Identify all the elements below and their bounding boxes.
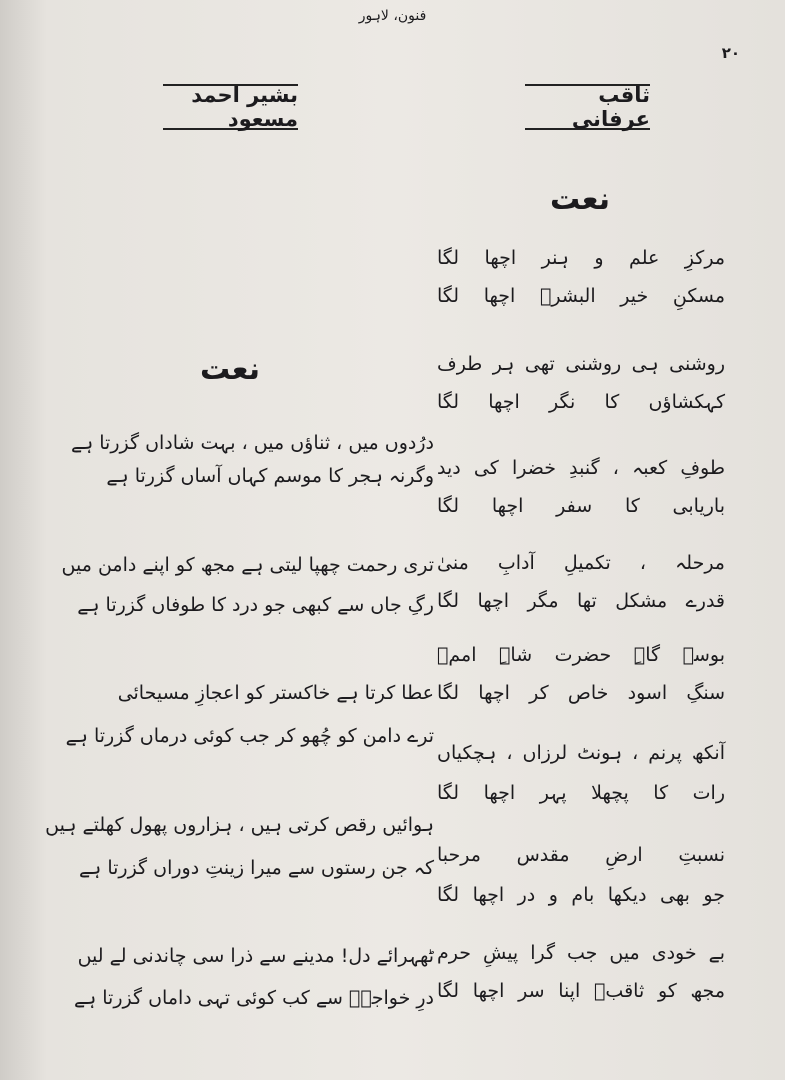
left-author-name: بشیر احمد مسعود [191,83,298,131]
right-author-name: ثاقب عرفانی [571,83,650,131]
poem-line: قدرے مشکل تھا مگر اچھا لگا [437,590,725,612]
running-header: فنون، لاہور [358,8,427,24]
poem-line: مجھ کو ثاقبؔ اپنا سر اچھا لگا [437,980,725,1002]
poem-line: مرحلہ ، تکمیلِ آدابِ منیٰ [437,552,725,574]
poem-line: ترے دامن کو چُھو کر جب کوئی درماں گزرتا ہے [65,725,434,747]
poem-line: تری رحمت چھپا لیتی ہے مجھ کو اپنے دامن میں [61,554,434,576]
poem-line: درِ خواجہؐ سے کب کوئی تہی داماں گزرتا ہے [73,987,434,1009]
poem-line: عطا کرتا ہے خاکستر کو اعجازِ مسیحائی [117,682,434,704]
poem-line: رگِ جاں سے کبھی جو درد کا طوفاں گزرتا ہے [77,594,434,616]
right-poem-title: نعت [550,182,610,217]
poem-line: بے خودی میں جب گرا پیشِ حرم [437,942,725,964]
poem-line: آنکھ پرنم ، ہونٹ لرزاں ، ہچکیاں [437,742,725,764]
poem-line: طوفِ کعبہ ، گنبدِ خضرا کی دید [437,457,725,479]
poem-line: وگرنہ ہجر کا موسم کہاں آساں گزرتا ہے [106,465,434,487]
left-author-box [163,84,298,130]
poem-line: مرکزِ علم و ہنر اچھا لگا [437,247,725,269]
poem-line: باریابی کا سفر اچھا لگا [437,495,725,517]
poem-line: جو بھی دیکھا بام و در اچھا لگا [437,884,725,906]
poem-line: درُدوں میں ، ثناؤں میں ، بہت شاداں گزرتا ہے [70,432,434,454]
poem-line: رات کا پچھلا پہر اچھا لگا [437,782,725,804]
poem-line: ٹھہرائے دل! مدینے سے ذرا سی چاندنی لے لیں [77,945,434,967]
poem-line: بوسہ گاہِ حضرت شاہِ اممؐ [437,644,725,666]
poem-line: کہ جن رستوں سے میرا زینتِ دوراں گزرتا ہے [79,857,434,879]
page-number: ۲۰ [721,44,740,62]
poem-line: روشنی ہی روشنی تھی ہر طرف [437,353,725,375]
poem-line: مسکنِ خیر البشرؐ اچھا لگا [437,285,725,307]
poem-line: ہوائیں رقص کرتی ہیں ، ہزاروں پھول کھلتے ہیں [45,814,434,836]
poem-line: کہکشاؤں کا نگر اچھا لگا [437,391,725,413]
poem-line: نسبتِ ارضِ مقدس مرحبا [437,844,725,866]
left-poem-title: نعت [200,352,260,387]
poem-line: سنگِ اسود خاص کر اچھا لگا [437,682,725,704]
right-author-box [525,84,650,130]
